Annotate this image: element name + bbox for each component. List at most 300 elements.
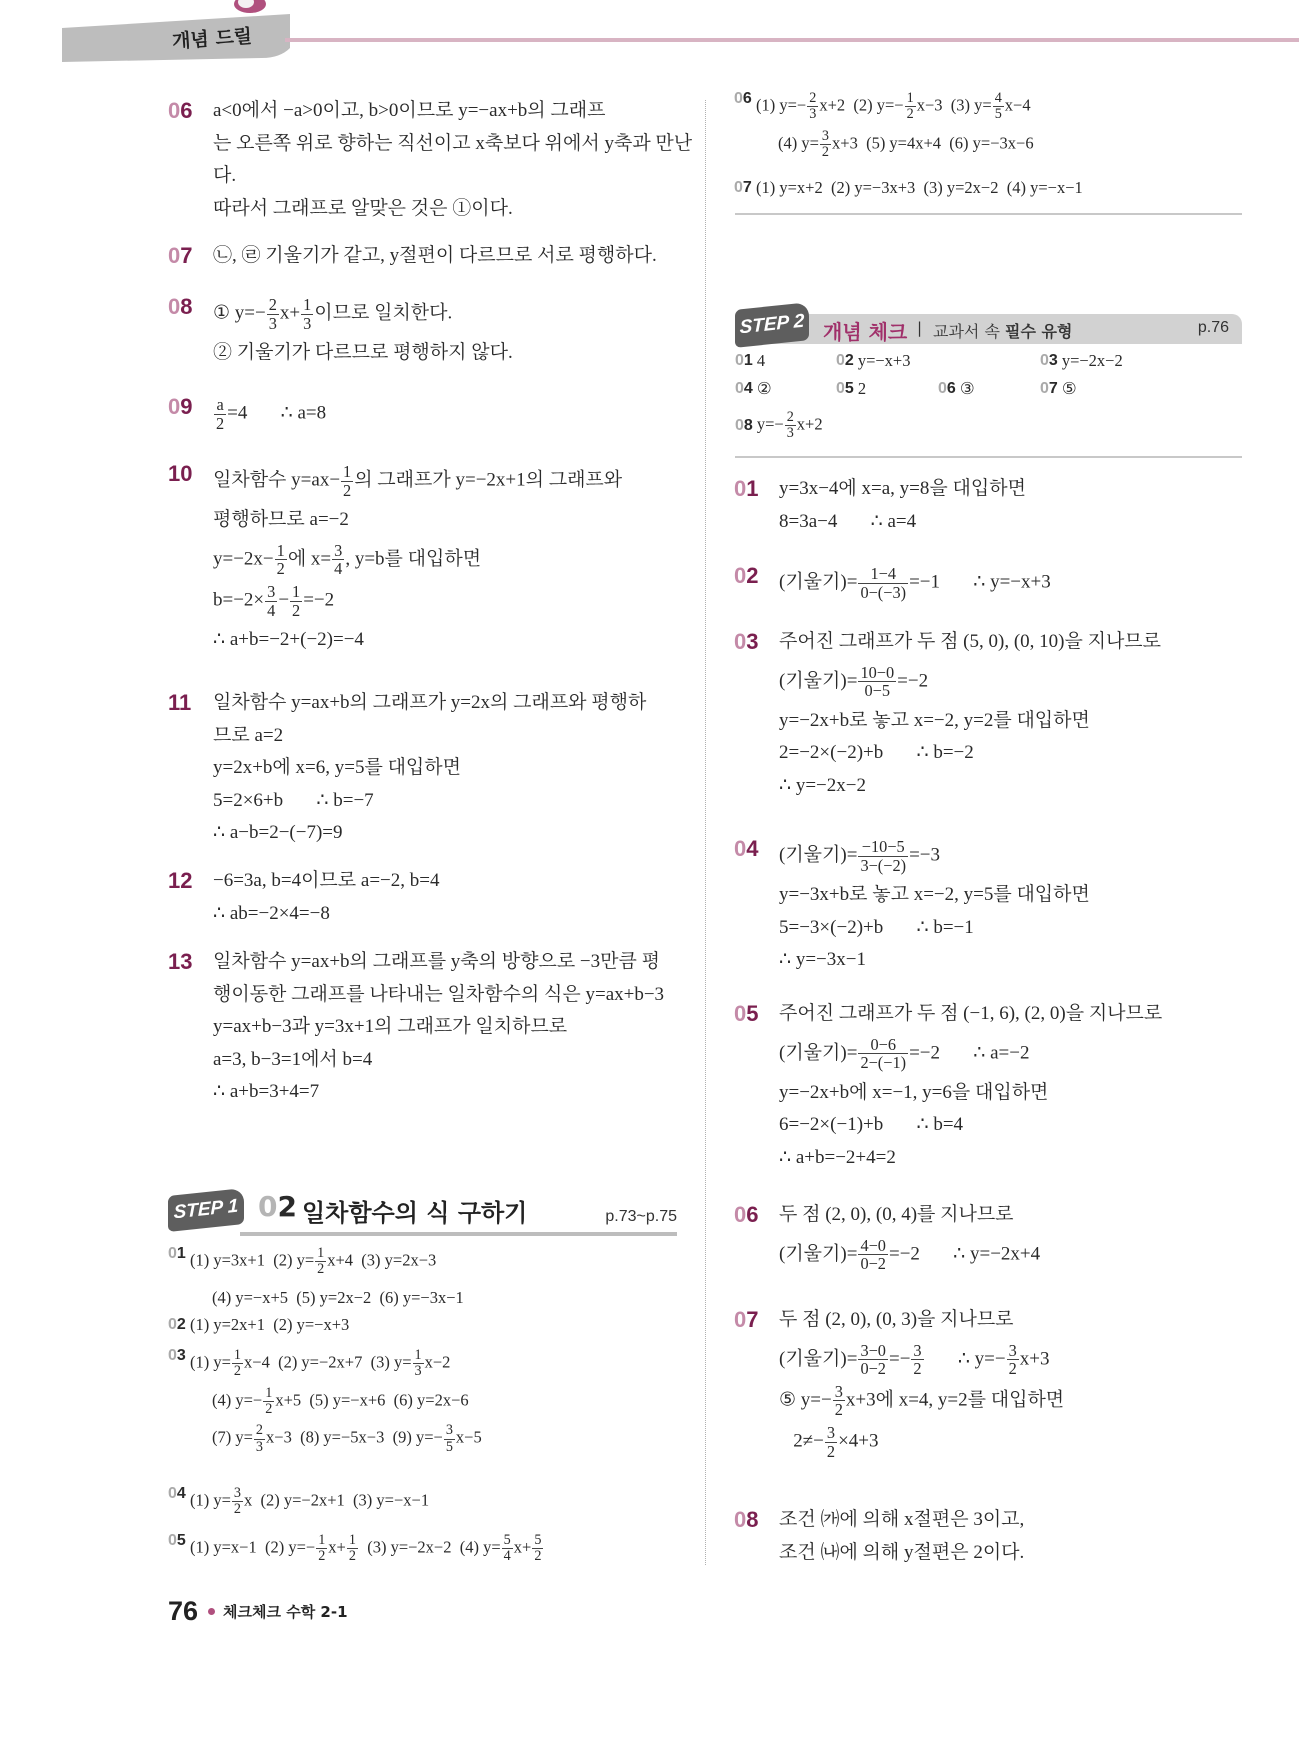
text-segment: y=−2x−2 — [1061, 351, 1123, 370]
text-segment: y=ax+b−3과 y=3x+1의 그래프가 일치하므로 — [213, 1016, 568, 1037]
quick-answer-02 — [836, 351, 910, 371]
text-line — [213, 946, 664, 979]
item-number: 06 — [734, 90, 752, 107]
text-segment: ① y=− — [213, 302, 266, 324]
numerator: 3−0 — [860, 1340, 886, 1360]
text-line — [779, 1504, 1024, 1537]
item-07 — [168, 240, 657, 273]
denominator: 2 — [216, 413, 225, 433]
item-number: 13 — [168, 949, 193, 974]
book-title: 체크체크 수학 2-1 — [223, 1603, 348, 1621]
column-divider — [705, 100, 706, 1565]
step1-pages: p.73~p.75 — [605, 1208, 677, 1225]
denominator: 2 — [318, 1548, 326, 1565]
text-segment: 조건 ㈏에 의해 y절편은 2이다. — [779, 1541, 1025, 1563]
text-line — [779, 664, 1161, 700]
item-number: 07 — [734, 179, 752, 196]
denominator: 0−5 — [864, 681, 891, 701]
text-line — [190, 1348, 482, 1380]
fraction — [820, 129, 831, 161]
quick-answer-03 — [1040, 351, 1123, 371]
item-06 — [734, 85, 1034, 166]
numerator: 3 — [334, 540, 343, 560]
denominator: 2 — [276, 559, 285, 579]
numerator: a — [214, 396, 226, 415]
text-segment: (7) y= — [212, 1427, 253, 1447]
fraction — [858, 1237, 888, 1273]
item-body — [779, 473, 1026, 538]
text-segment: x+2 — [796, 414, 823, 434]
text-segment: , y=b를 대입하면 — [345, 548, 482, 570]
item-04 — [168, 1480, 429, 1524]
fraction — [444, 1423, 455, 1455]
text-line — [213, 1011, 664, 1044]
denominator: 5 — [445, 1438, 453, 1455]
numerator: 1 — [292, 582, 301, 602]
text-segment: y=2x+b에 x=6, y=5를 대입하면 — [213, 757, 461, 778]
item-03 — [168, 1342, 482, 1461]
text-line — [779, 705, 1161, 738]
item-07 — [734, 174, 1083, 202]
text-line — [779, 912, 1090, 945]
fraction — [1007, 1342, 1019, 1378]
text-segment: (1) y=− — [756, 95, 807, 115]
numerator: 3 — [826, 1423, 836, 1443]
text-line — [213, 337, 513, 370]
text-segment: 8=3a−4 ∴ a=4 — [779, 510, 917, 532]
item-number: 03 — [734, 629, 759, 654]
item-number: 07 — [734, 1307, 759, 1332]
numerator: 5 — [503, 1532, 511, 1548]
text-segment: −6=3a, b=4이므로 a=−2, b=4 — [213, 870, 440, 891]
item-02 — [168, 1311, 349, 1339]
denominator: 0−2 — [860, 1254, 886, 1274]
text-line — [779, 998, 1162, 1031]
denominator: 2 — [1008, 1359, 1017, 1379]
item-01 — [734, 473, 1026, 538]
text-segment: 주어진 그래프가 두 점 (5, 0), (0, 10)을 지나므로 — [779, 631, 1162, 652]
numerator: 0−6 — [858, 1036, 908, 1055]
text-segment: ∴ a−b=2−(−7)=9 — [213, 822, 343, 843]
item-number-zero: 0 — [836, 352, 845, 369]
text-line — [1062, 379, 1077, 399]
item-number-zero: 0 — [168, 1532, 177, 1549]
item-body — [213, 240, 657, 273]
text-line — [779, 944, 1090, 977]
text-segment: (기울기)= — [779, 1243, 858, 1264]
text-line — [190, 1311, 349, 1339]
item-number: 02 — [734, 563, 759, 588]
item-body — [779, 626, 1161, 802]
fraction — [858, 1036, 908, 1072]
text-line — [756, 129, 1034, 161]
text-segment: (4) y=−x+5 (5) y=2x−2 (6) y=−3x−1 — [212, 1287, 464, 1307]
text-segment: 조건 ㈎에 의해 x절편은 3이고, — [779, 1509, 1025, 1530]
text-segment: 5=−3×(−2)+b ∴ b=−1 — [779, 916, 974, 938]
item-12 — [168, 865, 439, 930]
fraction — [858, 838, 908, 874]
text-segment: x−2 — [424, 1352, 451, 1372]
denominator: 3 — [255, 1438, 264, 1455]
text-line — [779, 1342, 1064, 1378]
text-segment: x+3 — [1019, 1348, 1050, 1369]
text-segment: ③ — [959, 379, 975, 398]
text-segment: (3) y=−2x−2 (4) y= — [358, 1537, 501, 1557]
item-number-zero: 0 — [168, 243, 181, 268]
text-segment: 평행하므로 a=−2 — [213, 509, 349, 531]
step2-separator: | — [917, 319, 923, 337]
denominator: 0−(−3) — [860, 582, 907, 602]
text-line — [213, 624, 622, 657]
item-body — [213, 687, 646, 850]
item-body — [213, 458, 622, 657]
text-line — [213, 193, 692, 226]
numerator: 1−4 — [858, 565, 908, 584]
text-line — [779, 1109, 1162, 1142]
item-number-zero: 0 — [168, 294, 181, 319]
quick-answer-04 — [735, 379, 772, 399]
item-04 — [734, 833, 1090, 977]
text-segment: =−3 — [909, 844, 940, 866]
text-line — [779, 1199, 1040, 1232]
text-line — [190, 1533, 544, 1565]
denominator: 3 — [303, 313, 312, 333]
item-number: 03 — [1040, 352, 1058, 369]
numerator: 3 — [445, 1422, 453, 1439]
item-number: 08 — [734, 1507, 759, 1532]
text-line — [190, 1386, 482, 1418]
step1-num-first: 0 — [258, 1190, 278, 1223]
denominator: 2 — [317, 1261, 325, 1278]
text-segment: ∴ a+b=−2+4=2 — [779, 1146, 896, 1168]
step2-badge: STEP 2 — [735, 302, 809, 348]
item-number: 06 — [168, 98, 193, 123]
text-line — [756, 174, 1083, 202]
numerator: 3 — [834, 1381, 843, 1401]
fraction — [332, 542, 344, 578]
denominator: 3 — [268, 313, 277, 333]
denominator: 4 — [334, 559, 343, 579]
rule-top — [735, 213, 1242, 215]
numerator: 5 — [534, 1532, 542, 1548]
text-line — [757, 379, 772, 399]
text-segment: b=−2× — [213, 589, 265, 611]
item-number: 01 — [734, 476, 759, 501]
numerator: 3 — [267, 582, 276, 602]
item-number-zero: 0 — [735, 352, 744, 369]
text-segment: − — [278, 589, 290, 611]
text-line — [190, 1284, 464, 1312]
item-number-zero: 0 — [168, 98, 181, 123]
item-number: 02 — [836, 352, 854, 369]
text-segment: =−2 — [897, 670, 929, 691]
item-number-zero: 0 — [168, 1347, 177, 1364]
item-number: 09 — [168, 394, 193, 419]
step2-subtitle-bold: 필수 유형 — [1005, 322, 1073, 341]
quick-answer-07 — [1040, 379, 1077, 399]
fraction — [301, 296, 313, 332]
item-body — [779, 1199, 1040, 1278]
text-line — [779, 1537, 1024, 1570]
fraction — [858, 565, 908, 601]
step1-underline — [240, 1232, 677, 1236]
text-segment: ∴ y=−2x−2 — [779, 774, 866, 796]
text-segment: y=−2x− — [213, 548, 274, 570]
item-number: 01 — [168, 1245, 186, 1262]
item-body — [213, 95, 692, 225]
item-number-zero: 0 — [734, 629, 747, 654]
text-line — [213, 1044, 664, 1077]
denominator: 2 — [343, 480, 352, 500]
denominator: 2−(−1) — [860, 1053, 907, 1073]
text-segment: a<0에서 −a>0이고, b>0이므로 y=−ax+b의 그래프 — [213, 100, 606, 121]
text-line — [190, 1486, 429, 1518]
item-body — [213, 946, 664, 1109]
numerator: 2 — [268, 295, 277, 314]
fraction — [290, 583, 302, 619]
text-segment: (기울기)= — [779, 571, 858, 593]
numerator: 3 — [913, 1340, 922, 1360]
text-line — [779, 506, 1026, 539]
text-line — [213, 979, 664, 1012]
text-segment: y=−2x+b로 놓고 x=−2, y=2를 대입하면 — [779, 709, 1090, 731]
text-segment: ㉡, ㉣ 기울기가 같고, y절편이 다르므로 서로 평행하다. — [213, 245, 657, 266]
item-number: 07 — [168, 243, 193, 268]
text-segment: x−5 — [455, 1427, 482, 1447]
fraction — [267, 296, 279, 332]
text-line — [779, 1077, 1162, 1110]
item-body — [190, 1342, 482, 1461]
item-body — [779, 1504, 1024, 1569]
text-segment: =−2 — [303, 589, 335, 611]
fraction — [347, 1533, 358, 1565]
text-segment: (4) y= — [778, 133, 819, 153]
text-segment: 는 오른쪽 위로 향하는 직선이고 x축보다 위에서 y축과 만난 — [213, 132, 693, 154]
text-segment: (1) y=x−1 (2) y=− — [190, 1537, 316, 1557]
fraction — [265, 583, 277, 619]
numerator: 1 — [906, 90, 914, 106]
text-line — [756, 91, 1034, 123]
item-number: 04 — [168, 1485, 186, 1502]
item-number-zero: 0 — [168, 1245, 177, 1262]
quick-answer-08 — [735, 410, 823, 442]
text-segment: x+3에 x=4, y=2를 대입하면 — [845, 1389, 1065, 1411]
denominator: 3−(−2) — [860, 855, 907, 875]
text-segment: x−3 (3) y= — [916, 95, 992, 115]
text-segment: 므로 a=2 — [213, 724, 284, 746]
text-segment: (1) y=3x+1 (2) y= — [190, 1250, 315, 1270]
text-segment: 행이동한 그래프를 나타내는 일차함수의 식은 y=ax+b−3 — [213, 983, 665, 1005]
text-line — [213, 128, 692, 161]
fraction — [341, 463, 353, 499]
numerator: 2 — [809, 90, 817, 106]
item-number: 03 — [168, 1347, 186, 1364]
text-segment: 2≠− — [779, 1430, 824, 1452]
item-number-zero: 0 — [168, 394, 181, 419]
numerator: 1 — [276, 540, 285, 560]
text-segment: 5=2×6+b ∴ b=−7 — [213, 789, 374, 811]
item-number: 04 — [735, 380, 753, 397]
item-number: 12 — [168, 868, 193, 893]
text-segment: x−4 — [1004, 95, 1031, 115]
text-segment: x−3 (8) y=−5x−3 (9) y=− — [266, 1427, 443, 1447]
fraction — [316, 1533, 327, 1565]
numerator: 3 — [1008, 1340, 1017, 1360]
text-line — [779, 565, 1051, 601]
fraction — [413, 1348, 424, 1380]
text-line — [213, 898, 439, 931]
text-segment: 에 x= — [287, 548, 332, 570]
text-segment: x+ — [328, 1537, 346, 1557]
text-segment: (기울기)= — [779, 844, 858, 866]
denominator: 2 — [534, 1548, 542, 1565]
text-line — [213, 240, 657, 273]
text-segment: y=− — [756, 414, 784, 434]
text-segment: (1) y= — [190, 1490, 231, 1510]
denominator: 3 — [809, 106, 817, 123]
footer — [168, 1596, 348, 1627]
text-line — [190, 1246, 464, 1278]
text-line — [213, 296, 513, 332]
text-segment: 4 — [756, 351, 766, 370]
text-segment: ⑤ y=− — [779, 1389, 832, 1411]
item-body — [779, 833, 1090, 977]
text-line — [213, 463, 622, 499]
text-segment: (1) y=x+2 (2) y=−3x+3 (3) y=2x−2 (4) y=−x−1 — [756, 178, 1083, 197]
text-line — [779, 770, 1161, 803]
denominator: 4 — [267, 600, 276, 620]
item-08 — [734, 1504, 1024, 1569]
text-segment: ×4+3 — [838, 1430, 879, 1452]
item-body — [779, 560, 1051, 606]
item-number: 04 — [734, 836, 759, 861]
fraction — [905, 91, 916, 123]
item-11 — [168, 687, 646, 850]
text-line — [213, 752, 646, 785]
item-03 — [734, 626, 1161, 802]
item-body — [213, 391, 326, 437]
item-number-zero: 0 — [734, 563, 747, 588]
mascot-icon — [234, 0, 266, 13]
text-line — [779, 1036, 1162, 1072]
text-segment: =4 ∴ a=8 — [227, 402, 327, 424]
text-segment: (기울기)= — [779, 1042, 858, 1063]
item-05 — [168, 1527, 544, 1571]
bullet-dot-icon — [208, 1608, 215, 1615]
text-line — [213, 785, 646, 818]
text-segment: =−1 ∴ y=−x+3 — [909, 571, 1051, 593]
denominator: 4 — [503, 1548, 511, 1565]
numerator: 1 — [348, 1532, 356, 1548]
text-segment: 2=−2×(−2)+b ∴ b=−2 — [779, 742, 974, 764]
item-number: 05 — [168, 1532, 186, 1549]
text-line — [779, 737, 1161, 770]
fraction — [275, 542, 287, 578]
text-line — [213, 817, 646, 850]
item-number: 05 — [836, 380, 854, 397]
item-05 — [734, 998, 1162, 1174]
text-line — [213, 396, 326, 432]
step1-num-second: 2 — [277, 1190, 297, 1223]
item-number-zero: 0 — [734, 1202, 747, 1227]
text-line — [779, 1304, 1064, 1337]
text-segment: 일차함수 y=ax+b의 그래프가 y=2x의 그래프와 평행하 — [213, 692, 647, 713]
item-08 — [168, 291, 513, 370]
text-segment: 일차함수 y=ax− — [213, 469, 341, 491]
item-number: 07 — [1040, 380, 1058, 397]
fraction — [911, 1342, 923, 1378]
denominator: 2 — [233, 1363, 242, 1380]
text-segment: 두 점 (2, 0), (0, 3)을 지나므로 — [779, 1309, 1014, 1330]
item-number-zero: 0 — [168, 1316, 177, 1333]
step2-page: p.76 — [1197, 319, 1229, 336]
text-line — [213, 504, 622, 537]
text-line — [960, 379, 975, 399]
fraction — [232, 1486, 243, 1518]
item-06 — [168, 95, 692, 225]
quick-answer-06 — [938, 379, 975, 399]
item-number-zero: 0 — [734, 1507, 747, 1532]
header-rule — [285, 38, 1299, 42]
item-body — [779, 998, 1162, 1174]
text-segment: y=−2x+b에 x=−1, y=6을 대입하면 — [779, 1081, 1049, 1103]
numerator: 4 — [994, 90, 1002, 106]
numerator: 1 — [414, 1347, 422, 1363]
denominator: 5 — [994, 106, 1002, 123]
text-segment: ∴ y=− — [924, 1348, 1006, 1369]
fraction — [807, 91, 818, 123]
fraction — [315, 1246, 326, 1278]
text-segment: ⑤ — [1061, 379, 1077, 398]
item-body — [190, 1480, 429, 1524]
denominator: 2 — [913, 1359, 922, 1379]
text-segment: 주어진 그래프가 두 점 (−1, 6), (2, 0)을 지나므로 — [779, 1003, 1163, 1024]
text-segment: x+2 (2) y=− — [819, 95, 904, 115]
denominator: 2 — [233, 1501, 242, 1518]
item-09 — [168, 391, 326, 437]
text-line — [779, 1424, 1064, 1460]
text-segment: 6=−2×(−1)+b ∴ b=4 — [779, 1114, 964, 1136]
numerator: 2 — [255, 1422, 264, 1439]
fraction — [858, 664, 896, 700]
text-segment: x+ — [279, 302, 301, 324]
text-segment: 2 — [857, 379, 867, 398]
text-segment: x+4 (3) y=2x−3 — [327, 1250, 437, 1270]
step1-badge: STEP 1 — [168, 1188, 244, 1232]
text-line — [779, 879, 1090, 912]
step2-subtitle-plain: 교과서 속 — [933, 322, 1005, 341]
denominator: 2 — [834, 1400, 843, 1420]
text-line — [858, 379, 866, 399]
item-body — [190, 1240, 464, 1312]
fraction — [833, 1383, 845, 1419]
text-line — [213, 865, 439, 898]
item-number-zero: 0 — [734, 1307, 747, 1332]
text-segment: y=3x−4에 x=a, y=8을 대입하면 — [779, 478, 1026, 499]
text-line — [213, 583, 622, 619]
fraction — [263, 1386, 274, 1418]
denominator: 3 — [786, 425, 794, 442]
numerator: 10−0 — [860, 662, 895, 682]
item-number: 11 — [168, 690, 192, 715]
text-line — [779, 1237, 1040, 1273]
text-segment: 일차함수 y=ax+b의 그래프를 y축의 방향으로 −3만큼 평 — [213, 951, 660, 972]
text-line — [1062, 351, 1123, 371]
fraction — [993, 91, 1004, 123]
item-body — [213, 291, 513, 370]
fraction — [214, 396, 226, 432]
text-segment: ② 기울기가 다르므로 평행하지 않다. — [213, 342, 513, 364]
